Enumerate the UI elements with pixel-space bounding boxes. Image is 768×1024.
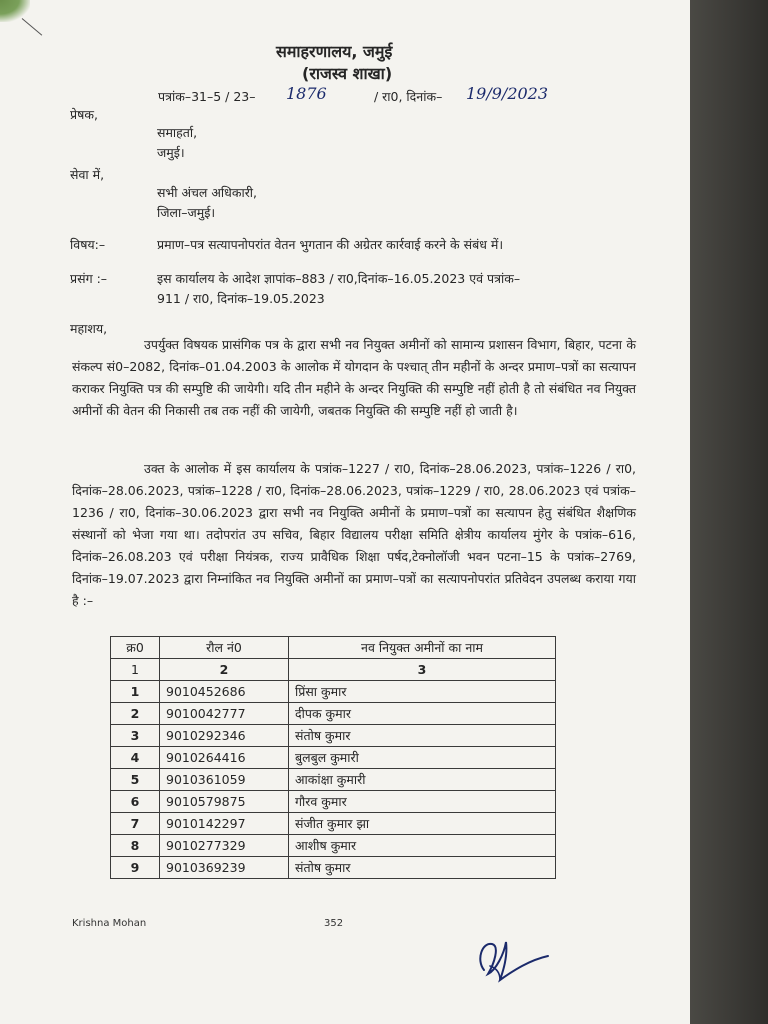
sender-line1: समाहर्ता,: [157, 125, 198, 140]
letter-number: 1876: [286, 84, 327, 103]
index-1: 1: [111, 659, 160, 681]
roll-cell: 9010361059: [160, 769, 289, 791]
table-row: [111, 747, 556, 769]
sender-line2: जमुई।: [157, 145, 185, 160]
header-roll: रौल नं0: [160, 637, 289, 659]
paragraph-1: उपर्युक्त विषयक प्रासंगिक पत्र के द्वारा सभी नव नियुक्त अमीनों को सामान्य प्रशासन विभाग, बिहार, पटना के संकल्प सं0–2082, दिनांक–01.04.2003 के आलोक में योगदान के पश्चात् तीन महीनों के अन्दर प्रमाण–पत्रों का सत्यापन कराकर नियुक्ति पत्र की सम्पुष्टि की जायेगी। यदि तीन महीने के अन्दर नियुक्ति की सम्पुष्टि नहीं होती है तो संबंधित नव नियुक्त अमीनों की वेतन की निकासी तब तक नहीं की जायेगी, जबतक नियुक्ति की सम्पुष्टि नहीं हो जाती है।: [72, 337, 636, 418]
office-title: समाहरणालय, जमुई: [276, 42, 393, 61]
name-cell: आशीष कुमार: [289, 835, 556, 857]
subject-label: विषय:–: [70, 237, 106, 252]
page-number: 352: [324, 918, 344, 929]
name-cell: संतोष कुमार: [289, 725, 556, 747]
name-cell: बुलबुल कुमारी: [289, 747, 556, 769]
index-2: 2: [160, 659, 289, 681]
subject-text: प्रमाण–पत्र सत्यापनोपरांत वेतन भुगतान की अग्रेतर कार्रवाई करने के संबंध में।: [157, 237, 504, 252]
serial-cell: 9: [111, 857, 160, 879]
serial-cell: 8: [111, 835, 160, 857]
corner-stain: [0, 0, 30, 22]
reference-label: प्रसंग :–: [70, 271, 108, 286]
letter-prefix: पत्रांक–31–5 / 23–: [158, 89, 256, 104]
roll-cell: 9010452686: [160, 681, 289, 703]
table-row: [111, 835, 556, 857]
recipient-line1: सभी अंचल अधिकारी,: [157, 185, 258, 200]
signature-mark: [470, 930, 560, 990]
name-cell: संतोष कुमार: [289, 857, 556, 879]
serial-cell: 1: [111, 681, 160, 703]
table-row: [111, 769, 556, 791]
roll-cell: 9010579875: [160, 791, 289, 813]
serial-cell: 7: [111, 813, 160, 835]
serial-cell: 4: [111, 747, 160, 769]
serial-cell: 3: [111, 725, 160, 747]
reference-line2: 911 / रा0, दिनांक–19.05.2023: [157, 291, 325, 306]
header-name: नव नियुक्त अमीनों का नाम: [289, 637, 556, 659]
amin-table: [110, 636, 556, 879]
serial-cell: 5: [111, 769, 160, 791]
sender-label: प्रेषक,: [70, 107, 98, 122]
serial-cell: 2: [111, 703, 160, 725]
footer-author: Krishna Mohan: [72, 918, 147, 929]
reference-line1: इस कार्यालय के आदेश ज्ञापांक–883 / रा0,दिनांक–16.05.2023 एवं पत्रांक–: [157, 271, 521, 286]
table-row: [111, 681, 556, 703]
fold-mark: [22, 18, 43, 35]
name-cell: आकांक्षा कुमारी: [289, 769, 556, 791]
recipient-label: सेवा में,: [70, 167, 105, 182]
table-row: [111, 791, 556, 813]
table-row: [111, 813, 556, 835]
paragraph-2: उक्त के आलोक में इस कार्यालय के पत्रांक–1227 / रा0, दिनांक–28.06.2023, पत्रांक–1226 / रा0, दिनांक–28.06.2023, पत्रांक–1228 / रा0, दिनांक–28.06.2023, पत्रांक–1229 / रा0, 28.06.2023 एवं पत्रांक–1236 / रा0, दिनांक–30.06.2023 द्वारा सभी नव नियुक्ति अमीनों के प्रमाण–पत्रों का सत्यापन हेतु संबंधित शैक्षणिक संस्थानों को भेजा गया था। तदोपरांत उप सचिव, बिहार विद्यालय परीक्षा समिति क्षेत्रीय कार्यालय मुंगेर के पत्रांक–616, दिनांक–26.08.203 एवं परीक्षा नियंत्रक, राज्य प्रावैधिक शिक्षा पर्षद,टेक्नोलॉजी भवन पटना–15 के पत्रांक–2769, दिनांक–19.07.2023 द्वारा निम्नांकित नव नियुक्ति अमीनों का प्रमाण–पत्रों का सत्यापनोपरांत प्रतिवेदन उपलब्ध कराया गया है :–: [72, 461, 636, 608]
header-serial: क्र0: [111, 637, 160, 659]
name-cell: दीपक कुमार: [289, 703, 556, 725]
index-3: 3: [289, 659, 556, 681]
table-index-row: [111, 659, 556, 681]
table-row: [111, 703, 556, 725]
name-cell: संजीत कुमार झा: [289, 813, 556, 835]
table-row: [111, 725, 556, 747]
date-prefix: / रा0, दिनांक–: [374, 89, 443, 104]
roll-cell: 9010264416: [160, 747, 289, 769]
date-handwritten: 19/9/2023: [466, 84, 549, 103]
recipient-line2: जिला–जमुई।: [157, 205, 216, 220]
salutation: महाशय,: [70, 321, 108, 336]
roll-cell: 9010292346: [160, 725, 289, 747]
roll-cell: 9010369239: [160, 857, 289, 879]
table-row: [111, 857, 556, 879]
roll-cell: 9010277329: [160, 835, 289, 857]
background-surface: [690, 0, 768, 1024]
branch-title: (राजस्व शाखा): [302, 64, 393, 83]
serial-cell: 6: [111, 791, 160, 813]
name-cell: प्रिंसा कुमार: [289, 681, 556, 703]
roll-cell: 9010042777: [160, 703, 289, 725]
name-cell: गौरव कुमार: [289, 791, 556, 813]
table-header-row: [111, 637, 556, 659]
roll-cell: 9010142297: [160, 813, 289, 835]
